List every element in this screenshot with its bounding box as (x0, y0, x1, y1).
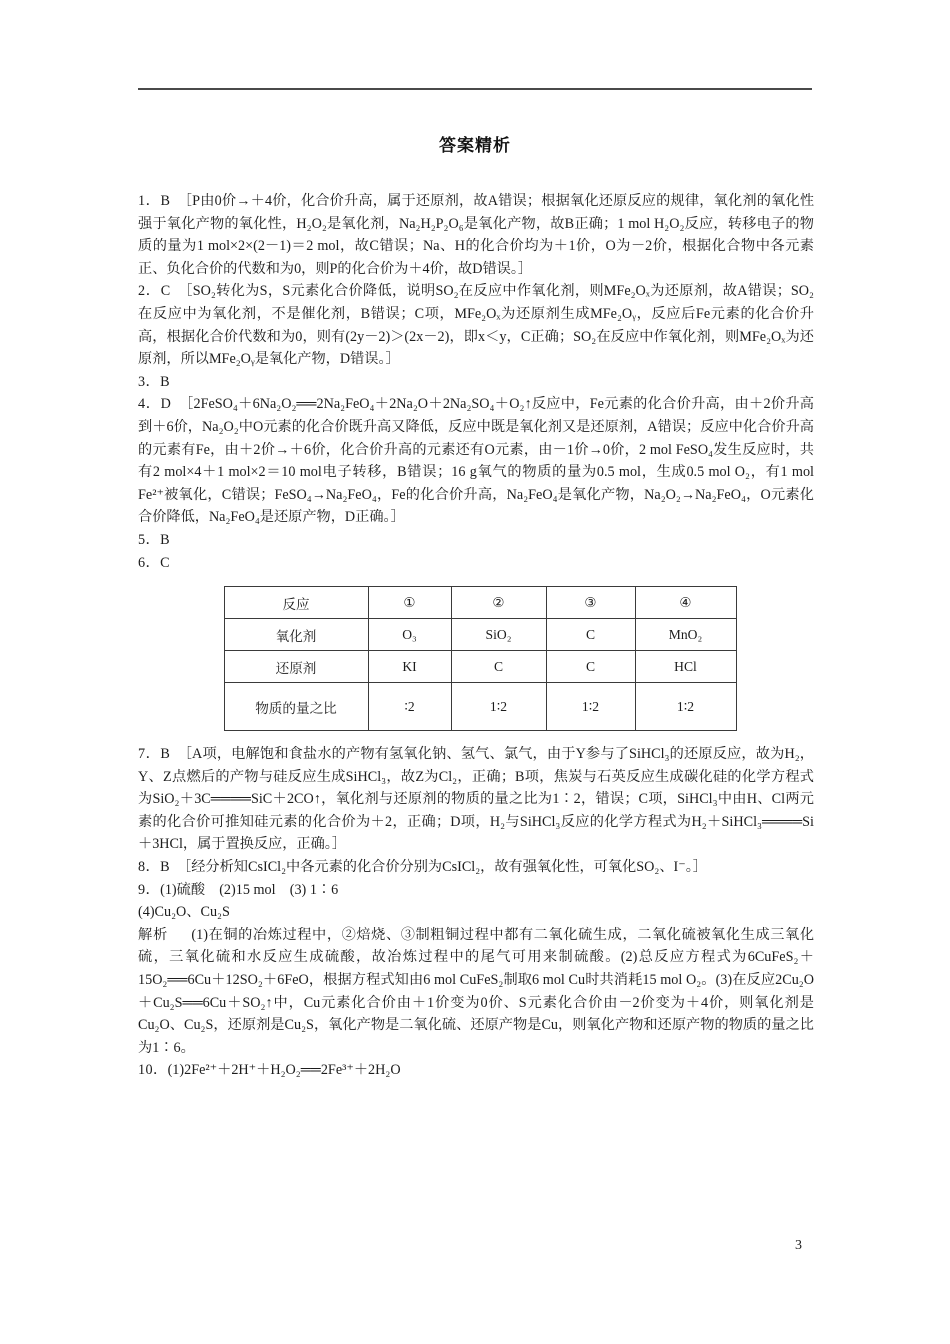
answer-item-6 (138, 552, 814, 575)
table-row (224, 619, 736, 651)
table-cell-oxidant-2: SiO₂ (451, 619, 546, 651)
answer-item-9-explanation (138, 924, 814, 1060)
answer-item-9-part4 (138, 901, 814, 924)
table-cell-ratio-2: 1∶2 (451, 683, 546, 731)
table-cell-reductant-1: KI (368, 651, 451, 683)
table-cell-ratio-3: 1∶2 (546, 683, 635, 731)
answer-label-8: 8．B (138, 859, 170, 876)
reaction-table (224, 586, 737, 731)
answer-text-8: ［经分析知CsICl₂中各元素的化合价分别为CsICl₂，故有强氧化性，可氧化SO₂、I⁻。］ (177, 859, 707, 876)
answer-label-10: 10． (138, 1062, 168, 1079)
table-cell-ratio-header: 物质的量之比 (224, 683, 368, 731)
reaction-table-wrapper (138, 586, 814, 731)
answer-label-3: 3．B (138, 373, 170, 390)
answer-item-9 (138, 879, 814, 902)
answer-label-4: 4．D (138, 396, 172, 413)
answer-item-1 (138, 190, 814, 280)
table-cell-reaction-header: 反应 (224, 587, 368, 619)
answer-label-7: 7．B (138, 746, 171, 763)
answer-item-4 (138, 393, 814, 529)
answer-item-8 (138, 856, 814, 879)
answer-text-9-part4: (4)Cu₂O、Cu₂S (138, 904, 230, 921)
answer-item-10 (138, 1059, 814, 1082)
answer-label-5: 5．B (138, 531, 170, 548)
table-cell-reaction-1: ① (368, 587, 451, 619)
explanation-label: 解析 (138, 926, 169, 943)
answer-label-1: 1．B (138, 193, 171, 209)
answer-text-10: (1)2Fe²⁺＋2H⁺＋H₂O₂══2Fe³⁺＋2H₂O (167, 1062, 401, 1079)
header-rule (138, 88, 812, 90)
explanation-text: (1)在铜的冶炼过程中，②焙烧、③制粗铜过程中都有二氧化硫生成，二氧化硫被氧化生成三氧化硫，三氧化硫和水反应生成硫酸，故冶炼过程中的尾气可用来制硫酸。(2)总反应方程式为6CuFeS₂＋15O₂══6Cu＋12SO₂＋6FeO，根据方程式知由6 mol CuFeS₂制取6 mol Cu时共消耗15 mol O₂。(3)在反应2Cu₂O＋Cu₂S══6Cu＋SO₂↑中，Cu元素化合价由＋1价变为0价、S元素化合价由－2价变为＋4价，则氧化剂是Cu₂O、Cu₂S，还原剂是Cu₂S，氧化产物是二氧化硫、还原产物是Cu，则氧化产物和还原产物的物质的量之比为1∶6。 (138, 926, 815, 1056)
answer-label-2: 2．C (138, 283, 171, 300)
answer-text-7: ［A项，电解饱和食盐水的产物有氢氧化钠、氢气、氯气，由于Y参与了SiHCl₃的还原反应，故为H₂，Y、Z点燃后的产物与硅反应生成SiHCl₃，故Z为Cl₂，正确；B项，焦炭与石英反应生成碳化硅的化学方程式为SiO₂＋3C════SiC＋2CO↑，氧化剂与还原剂的物质的量之比为1∶2，错误；C项，SiHCl₃中由H、Cl两元素的化合价可推知硅元素的化合价为＋2，正确；D项，H₂与SiHCl₃反应的化学方程式为H₂＋SiHCl₃════Si＋3HCl，属于置换反应，正确。］ (138, 746, 814, 853)
table-cell-reductant-3: C (546, 651, 635, 683)
table-cell-ratio-4: 1∶2 (635, 683, 736, 731)
answer-label-6: 6．C (138, 554, 170, 571)
table-cell-reductant-4: HCl (635, 651, 736, 683)
answer-item-5 (138, 529, 814, 552)
answer-text-4: ［2FeSO₄＋6Na₂O₂══2Na₂FeO₄＋2Na₂O＋2Na₂SO₄＋O₂↑反应中，Fe元素的化合价升高，由＋2价升高到＋6价，Na₂O₂中O元素的化合价既升高又降低，反应中既是氧化剂又是还原剂，A错误；反应中化合价升高的元素有Fe，由＋2价→＋6价，化合价升高的元素还有O元素，由－1价→0价，2 mol FeSO₄发生反应时，共有2 mol×4＋1 mol×2＝10 mol电子转移，B错误；16 g氧气的物质的量为0.5 mol，生成0.5 mol O₂，有1 mol Fe²⁺被氧化，C错误；FeSO₄→Na₂FeO₄，Fe的化合价升高，Na₂FeO₄是氧化产物，Na₂O₂→Na₂FeO₄，O元素化合价降低，Na₂FeO₄是还原产物，D正确。］ (138, 396, 814, 526)
table-cell-oxidant-3: C (546, 619, 635, 651)
table-row (224, 683, 736, 731)
answer-label-9: 9． (138, 881, 161, 898)
table-cell-reductant-2: C (451, 651, 546, 683)
answers-content (138, 190, 814, 1082)
table-row (224, 587, 736, 619)
table-cell-oxidant-4: MnO₂ (635, 619, 736, 651)
table-cell-ratio-1: ∶2 (368, 683, 451, 731)
answer-item-3 (138, 371, 814, 394)
answer-text-1: ［P由0价→＋4价，化合价升高，属于还原剂，故A错误；根据氧化还原反应的规律，氧化剂的氧化性强于氧化产物的氧化性，H₂O₂是氧化剂，Na₂H₂P₂O₆是氧化产物，故B正确；1 mol H₂O₂反应，转移电子的物质的量为1 mol×2×(2－1)＝2 mol，故C错误；Na、H的化合价均为＋1价，O为－2价，根据化合物中各元素正、负化合价的代数和为0，则P的化合价为＋4价，故D错误。］ (138, 193, 815, 277)
table-cell-reductant-header: 还原剂 (224, 651, 368, 683)
page-title: 答案精析 (439, 136, 511, 156)
table-cell-oxidant-header: 氧化剂 (224, 619, 368, 651)
table-cell-reaction-2: ② (451, 587, 546, 619)
table-cell-oxidant-1: O₃ (368, 619, 451, 651)
answer-text-2: ［SO₂转化为S，S元素化合价降低，说明SO₂在反应中作氧化剂，则MFe₂Oₓ为还原剂，故A错误；SO₂在反应中为氧化剂，不是催化剂，B错误；C项，MFe₂Oₓ为还原剂生成MFe₂Oᵧ，反应后Fe元素的化合价升高，根据化合价代数和为0，则有(2y－2)＞(2x－2)，即x＜y，C正确；SO₂在反应中作氧化剂，则MFe₂Oₓ为还原剂，所以MFe₂Oᵧ是氧化产物，D错误。］ (138, 283, 815, 368)
table-row (224, 651, 736, 683)
page-number: 3 (795, 1238, 802, 1253)
answer-item-2 (138, 280, 814, 370)
table-cell-reaction-4: ④ (635, 587, 736, 619)
table-cell-reaction-3: ③ (546, 587, 635, 619)
answer-item-7 (138, 743, 814, 856)
answer-text-9: (1)硫酸 (2)15 mol (3) 1∶6 (160, 881, 339, 898)
